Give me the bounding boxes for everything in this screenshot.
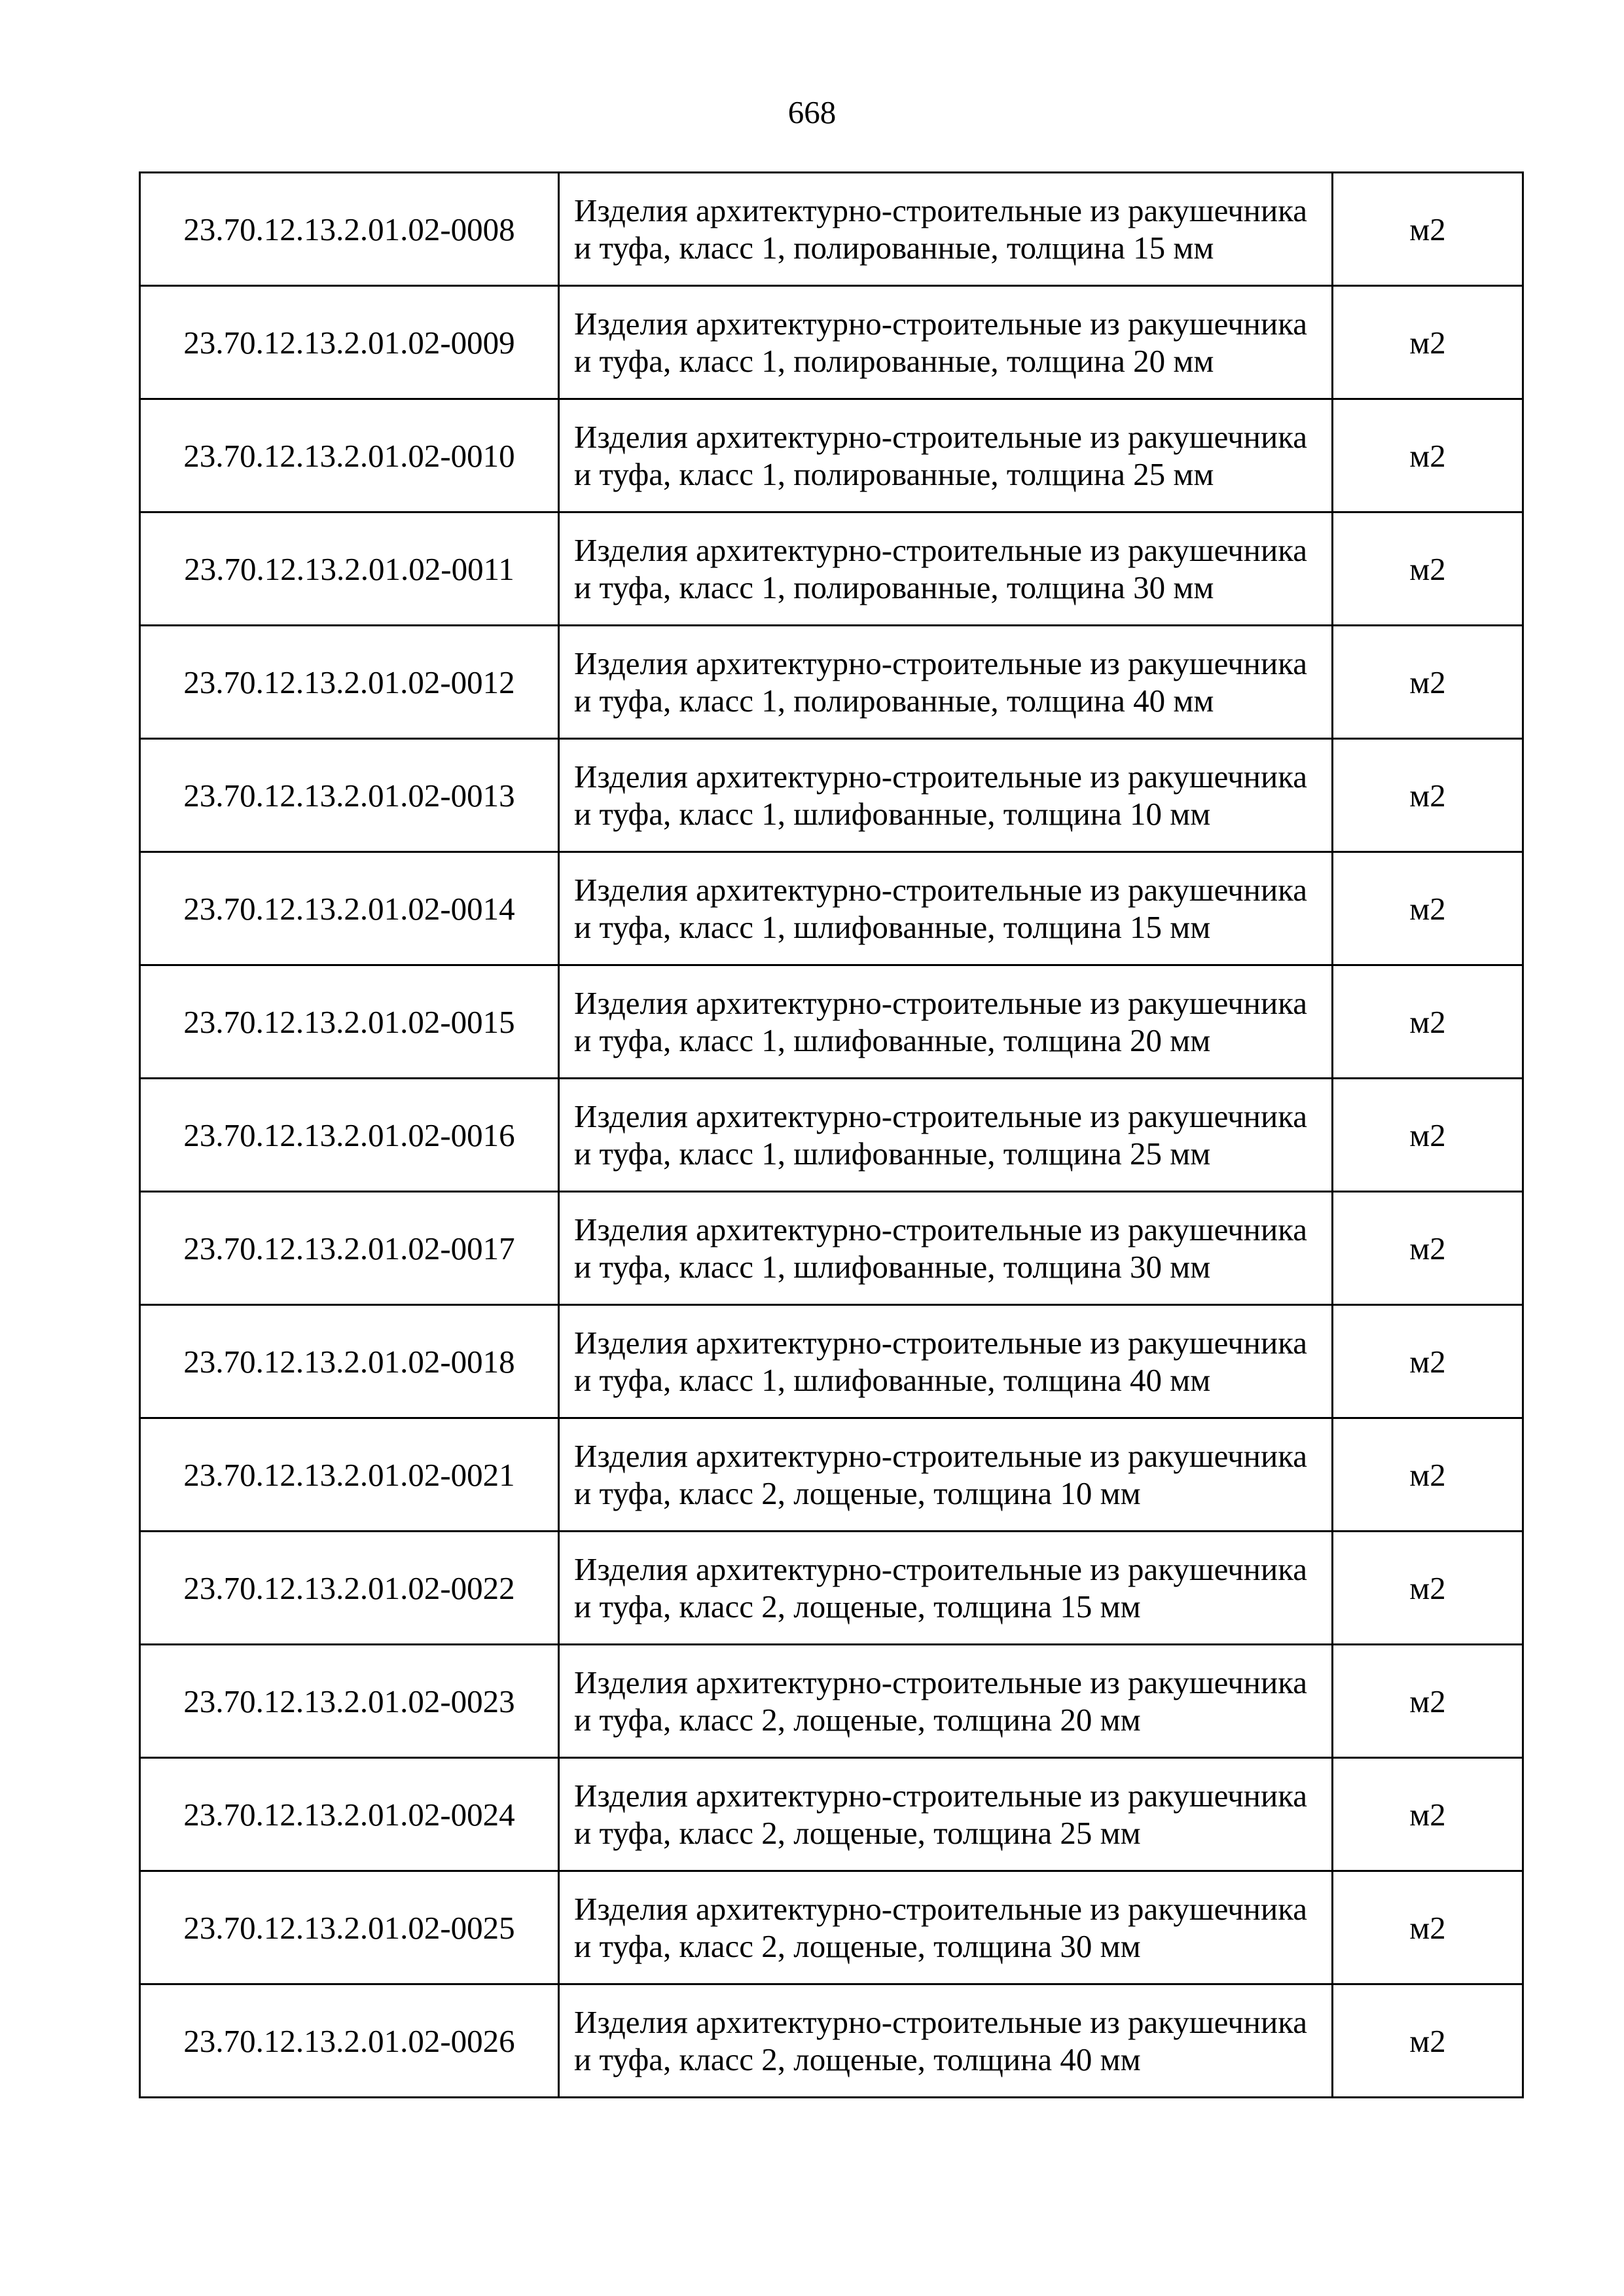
- resource-name: Изделия архитектурно-строительные из ракушечника и туфа, класс 1, полированные, толщина 25 мм: [559, 399, 1333, 512]
- table-row: [140, 1192, 1523, 1305]
- unit-of-measure: м2: [1333, 626, 1523, 739]
- unit-of-measure: м2: [1333, 1984, 1523, 2098]
- resource-code: 23.70.12.13.2.01.02-0010: [140, 399, 559, 512]
- resource-code: 23.70.12.13.2.01.02-0008: [140, 173, 559, 286]
- unit-of-measure: м2: [1333, 1645, 1523, 1758]
- unit-of-measure: м2: [1333, 852, 1523, 965]
- resource-name: Изделия архитектурно-строительные из ракушечника и туфа, класс 1, полированные, толщина 20 мм: [559, 286, 1333, 399]
- resource-code: 23.70.12.13.2.01.02-0014: [140, 852, 559, 965]
- table-row: [140, 1645, 1523, 1758]
- resource-name: Изделия архитектурно-строительные из ракушечника и туфа, класс 2, лощеные, толщина 30 мм: [559, 1871, 1333, 1984]
- unit-of-measure: м2: [1333, 173, 1523, 286]
- resource-name: Изделия архитектурно-строительные из ракушечника и туфа, класс 2, лощеные, толщина 25 мм: [559, 1758, 1333, 1871]
- resource-name: Изделия архитектурно-строительные из ракушечника и туфа, класс 1, полированные, толщина 40 мм: [559, 626, 1333, 739]
- unit-of-measure: м2: [1333, 512, 1523, 626]
- resource-name: Изделия архитектурно-строительные из ракушечника и туфа, класс 1, шлифованные, толщина 30 мм: [559, 1192, 1333, 1305]
- table-row: [140, 1305, 1523, 1418]
- resource-code: 23.70.12.13.2.01.02-0023: [140, 1645, 559, 1758]
- resource-name: Изделия архитектурно-строительные из ракушечника и туфа, класс 2, лощеные, толщина 40 мм: [559, 1984, 1333, 2098]
- resource-code: 23.70.12.13.2.01.02-0016: [140, 1079, 559, 1192]
- resource-code: 23.70.12.13.2.01.02-0026: [140, 1984, 559, 2098]
- resource-name: Изделия архитектурно-строительные из ракушечника и туфа, класс 2, лощеные, толщина 10 мм: [559, 1418, 1333, 1532]
- table-row: [140, 1984, 1523, 2098]
- resource-name: Изделия архитектурно-строительные из ракушечника и туфа, класс 1, шлифованные, толщина 10 мм: [559, 739, 1333, 852]
- table-row: [140, 1871, 1523, 1984]
- resource-code: 23.70.12.13.2.01.02-0025: [140, 1871, 559, 1984]
- resource-table: [139, 171, 1524, 2098]
- resource-code: 23.70.12.13.2.01.02-0022: [140, 1532, 559, 1645]
- table-row: [140, 512, 1523, 626]
- unit-of-measure: м2: [1333, 965, 1523, 1079]
- resource-name: Изделия архитектурно-строительные из ракушечника и туфа, класс 2, лощеные, толщина 20 мм: [559, 1645, 1333, 1758]
- table-row: [140, 1418, 1523, 1532]
- table-row: [140, 739, 1523, 852]
- resource-code: 23.70.12.13.2.01.02-0013: [140, 739, 559, 852]
- resource-table-body: [140, 173, 1523, 2098]
- resource-name: Изделия архитектурно-строительные из ракушечника и туфа, класс 1, шлифованные, толщина 20 мм: [559, 965, 1333, 1079]
- resource-code: 23.70.12.13.2.01.02-0021: [140, 1418, 559, 1532]
- resource-code: 23.70.12.13.2.01.02-0018: [140, 1305, 559, 1418]
- table-row: [140, 852, 1523, 965]
- unit-of-measure: м2: [1333, 1532, 1523, 1645]
- resource-name: Изделия архитектурно-строительные из ракушечника и туфа, класс 2, лощеные, толщина 15 мм: [559, 1532, 1333, 1645]
- resource-name: Изделия архитектурно-строительные из ракушечника и туфа, класс 1, шлифованные, толщина 40 мм: [559, 1305, 1333, 1418]
- table-row: [140, 1079, 1523, 1192]
- table-row: [140, 1758, 1523, 1871]
- resource-code: 23.70.12.13.2.01.02-0024: [140, 1758, 559, 1871]
- resource-name: Изделия архитектурно-строительные из ракушечника и туфа, класс 1, шлифованные, толщина 25 мм: [559, 1079, 1333, 1192]
- table-row: [140, 286, 1523, 399]
- table-row: [140, 399, 1523, 512]
- resource-name: Изделия архитектурно-строительные из ракушечника и туфа, класс 1, полированные, толщина 30 мм: [559, 512, 1333, 626]
- resource-name: Изделия архитектурно-строительные из ракушечника и туфа, класс 1, шлифованные, толщина 15 мм: [559, 852, 1333, 965]
- table-row: [140, 965, 1523, 1079]
- unit-of-measure: м2: [1333, 739, 1523, 852]
- unit-of-measure: м2: [1333, 1758, 1523, 1871]
- table-row: [140, 173, 1523, 286]
- resource-code: 23.70.12.13.2.01.02-0011: [140, 512, 559, 626]
- unit-of-measure: м2: [1333, 1871, 1523, 1984]
- resource-code: 23.70.12.13.2.01.02-0012: [140, 626, 559, 739]
- table-row: [140, 626, 1523, 739]
- unit-of-measure: м2: [1333, 399, 1523, 512]
- unit-of-measure: м2: [1333, 286, 1523, 399]
- resource-name: Изделия архитектурно-строительные из ракушечника и туфа, класс 1, полированные, толщина 15 мм: [559, 173, 1333, 286]
- page-number: 668: [787, 94, 837, 130]
- resource-code: 23.70.12.13.2.01.02-0015: [140, 965, 559, 1079]
- resource-code: 23.70.12.13.2.01.02-0017: [140, 1192, 559, 1305]
- unit-of-measure: м2: [1333, 1418, 1523, 1532]
- unit-of-measure: м2: [1333, 1305, 1523, 1418]
- unit-of-measure: м2: [1333, 1079, 1523, 1192]
- table-row: [140, 1532, 1523, 1645]
- unit-of-measure: м2: [1333, 1192, 1523, 1305]
- resource-code: 23.70.12.13.2.01.02-0009: [140, 286, 559, 399]
